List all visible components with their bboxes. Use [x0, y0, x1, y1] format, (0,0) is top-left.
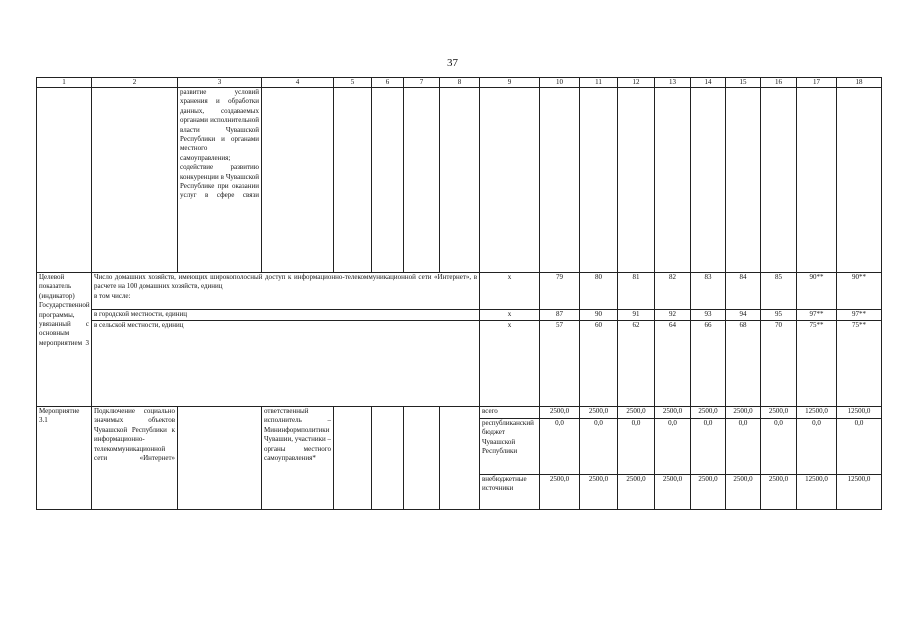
indicator-value: 82 — [655, 273, 691, 310]
column-header: 2 — [92, 78, 178, 88]
column-header: 14 — [691, 78, 726, 88]
indicator-value: 90 — [580, 310, 618, 321]
indicator-row — [37, 310, 882, 321]
indicator-value: 92 — [655, 310, 691, 321]
funding-source: внебюджетные источники — [480, 475, 540, 510]
column-header: 11 — [580, 78, 618, 88]
column-number-row — [37, 78, 882, 88]
indicator-value: 80 — [580, 273, 618, 310]
column-header: 12 — [618, 78, 655, 88]
measure-name: Подключение социально значимых объектов Чувашской Республики к информационно-телекоммуникационной сети «Интернет» — [92, 407, 178, 510]
column-header: 1 — [37, 78, 92, 88]
indicator-value: 62 — [618, 321, 655, 407]
column-header: 15 — [726, 78, 761, 88]
column-header: 16 — [761, 78, 797, 88]
funding-value: 2500,0 — [691, 475, 726, 510]
funding-value: 2500,0 — [761, 407, 797, 419]
program-table — [36, 77, 882, 510]
indicator-value: 97** — [797, 310, 837, 321]
column-header: 18 — [837, 78, 882, 88]
funding-value: 2500,0 — [580, 407, 618, 419]
funding-value: 0,0 — [691, 419, 726, 475]
indicator-value: 90** — [837, 273, 882, 310]
indicator-description: в сельской местности, единиц — [92, 321, 480, 407]
funding-value: 0,0 — [540, 419, 580, 475]
indicator-value: 81 — [618, 273, 655, 310]
funding-value: 2500,0 — [726, 475, 761, 510]
funding-value: 2500,0 — [540, 407, 580, 419]
funding-value: 2500,0 — [580, 475, 618, 510]
indicator-value: 75** — [797, 321, 837, 407]
measure-code: Мероприятие 3.1 — [37, 407, 92, 510]
funding-value: 0,0 — [618, 419, 655, 475]
funding-value: 0,0 — [655, 419, 691, 475]
measure-executor: ответственный исполнитель – Мининформполитики Чувашии, участники – органы местного самоуправления* — [262, 407, 334, 510]
funding-value: 2500,0 — [691, 407, 726, 419]
indicator-value: 93 — [691, 310, 726, 321]
indicator-value: 70 — [761, 321, 797, 407]
indicator-description: Число домашних хозяйств, имеющих широкополосный доступ к информационно-телекоммуникационной сети «Интернет», в расчете на 100 домашних хозяйств, единиц в том числе: — [92, 273, 480, 310]
indicator-value: 57 — [540, 321, 580, 407]
funding-value: 2500,0 — [618, 407, 655, 419]
funding-value: 0,0 — [797, 419, 837, 475]
funding-source: всего — [480, 407, 540, 419]
indicator-value: 90** — [797, 273, 837, 310]
indicator-value: 83 — [691, 273, 726, 310]
funding-value: 12500,0 — [837, 475, 882, 510]
indicator-value: 94 — [726, 310, 761, 321]
funding-value: 0,0 — [726, 419, 761, 475]
funding-value: 2500,0 — [540, 475, 580, 510]
indicator-value: 79 — [540, 273, 580, 310]
page-number: 37 — [447, 57, 458, 69]
funding-value: 2500,0 — [726, 407, 761, 419]
indicator-row — [37, 321, 882, 407]
column-header: 8 — [440, 78, 480, 88]
funding-source: республиканский бюджет Чувашской Республики — [480, 419, 540, 475]
column-header: 5 — [334, 78, 372, 88]
indicator-value: 97** — [837, 310, 882, 321]
indicator-label: Целевой показатель (индикатор) Государственной программы, увязанный с основным мероприятием 3 — [37, 273, 92, 407]
funding-value: 2500,0 — [618, 475, 655, 510]
column-header: 4 — [262, 78, 334, 88]
column-header: 13 — [655, 78, 691, 88]
indicator-value: 64 — [655, 321, 691, 407]
column-header: 10 — [540, 78, 580, 88]
funding-value: 12500,0 — [797, 407, 837, 419]
indicator-description-tail: в том числе: — [94, 291, 131, 300]
column-header: 3 — [178, 78, 262, 88]
indicator-value: 85 — [761, 273, 797, 310]
funding-value: 2500,0 — [655, 475, 691, 510]
indicator-value: 95 — [761, 310, 797, 321]
indicator-value: 75** — [837, 321, 882, 407]
funding-value: 12500,0 — [837, 407, 882, 419]
funding-value: 0,0 — [761, 419, 797, 475]
funding-value: 2500,0 — [655, 407, 691, 419]
funding-value: 2500,0 — [761, 475, 797, 510]
funding-value: 0,0 — [837, 419, 882, 475]
column-header: 6 — [372, 78, 404, 88]
indicator-value: 60 — [580, 321, 618, 407]
column-header: 17 — [797, 78, 837, 88]
indicator-col9: x — [480, 310, 540, 321]
indicator-description: в городской местности, единиц — [92, 310, 480, 321]
indicator-value: 66 — [691, 321, 726, 407]
funding-row — [37, 407, 882, 419]
indicator-value: 91 — [618, 310, 655, 321]
indicator-col9: x — [480, 321, 540, 407]
funding-value: 12500,0 — [797, 475, 837, 510]
indicator-row — [37, 273, 882, 310]
indicator-value: 68 — [726, 321, 761, 407]
column-header: 7 — [404, 78, 440, 88]
continuation-row — [37, 88, 882, 273]
indicator-value: 84 — [726, 273, 761, 310]
indicator-col9: x — [480, 273, 540, 310]
column-header: 9 — [480, 78, 540, 88]
indicator-value: 87 — [540, 310, 580, 321]
funding-value: 0,0 — [580, 419, 618, 475]
continuation-description: развитие условий хранения и обработки данных, создаваемых органами исполнительной власти Чувашской Республики и органами местного самоуправления; содействие развитию конкуренции в Чувашской Республике при оказании услуг в сфере связи — [178, 88, 262, 273]
